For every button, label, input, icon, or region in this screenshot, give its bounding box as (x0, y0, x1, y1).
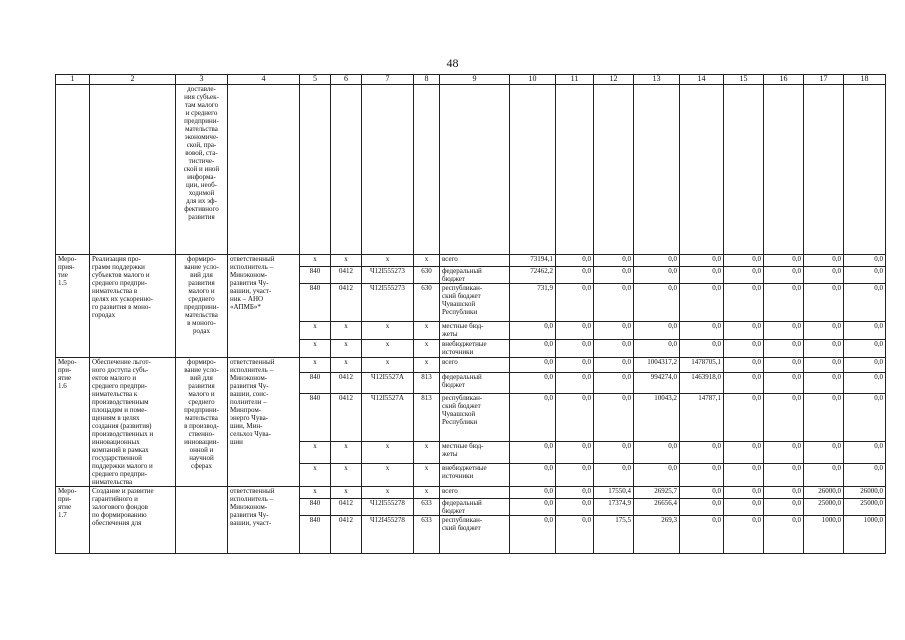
amount-cell: 0,0 (764, 358, 804, 373)
section-code-cell: 0412 (331, 284, 362, 322)
amount-cell: 0,0 (844, 284, 886, 322)
funding-source-cell: всего (440, 358, 510, 373)
column-number: 15 (724, 75, 764, 85)
amount-cell: 0,0 (804, 358, 844, 373)
amount-cell: 26925,7 (634, 487, 680, 499)
target-article-cell: x (362, 340, 414, 358)
amount-cell: 0,0 (764, 464, 804, 487)
amount-cell: 0,0 (804, 373, 844, 394)
section-code-cell: x (331, 255, 362, 267)
funding-source-cell: местные бюд- жеты (440, 441, 510, 464)
amount-cell: 0,0 (724, 340, 764, 358)
amount-cell: 1004317,2 (634, 358, 680, 373)
event-goal-cell: формиро- вание усло- вий для развития малого и среднего предприни- мательства в производ- ственно- инновации- онной и научной сферах (176, 358, 228, 487)
event-number-cell: Меро- при- ятие 1.6 (56, 358, 90, 487)
amount-cell: 26000,0 (844, 487, 886, 499)
column-number: 1 (56, 75, 90, 85)
amount-cell: 0,0 (804, 255, 844, 267)
page-number: 48 (446, 56, 459, 70)
section-code-cell: 0412 (331, 373, 362, 394)
column-number: 10 (510, 75, 556, 85)
event-executor-cell: ответственный исполнитель – Минэконом- развития Чу- вашии, участ- ник – АНО «АПМБ»* (228, 255, 300, 358)
expense-type-cell: x (414, 255, 440, 267)
table-row (56, 487, 886, 499)
target-article-cell: x (362, 255, 414, 267)
funding-source-cell: внебюджетные источники (440, 464, 510, 487)
amount-cell: 0,0 (510, 499, 556, 516)
amount-cell: 0,0 (556, 441, 594, 464)
empty-cell (300, 85, 331, 255)
empty-cell (440, 85, 510, 255)
grbs-code-cell: 840 (300, 394, 331, 442)
expense-type-cell: 633 (414, 516, 440, 554)
amount-cell: 0,0 (556, 487, 594, 499)
column-number: 8 (414, 75, 440, 85)
expense-type-cell: x (414, 487, 440, 499)
amount-cell: 0,0 (634, 441, 680, 464)
amount-cell: 0,0 (724, 487, 764, 499)
amount-cell: 175,5 (594, 516, 634, 554)
amount-cell: 0,0 (556, 394, 594, 442)
amount-cell: 0,0 (594, 373, 634, 394)
target-article-cell: Ч12I5527А (362, 394, 414, 442)
target-article-cell: x (362, 441, 414, 464)
funding-source-cell: местные бюд- жеты (440, 322, 510, 340)
amount-cell: 731,9 (510, 284, 556, 322)
budget-table (55, 74, 886, 554)
funding-source-cell: федеральный бюджет (440, 267, 510, 284)
amount-cell: 0,0 (556, 499, 594, 516)
column-number-row (56, 75, 886, 85)
target-article-cell: Ч12I555273 (362, 267, 414, 284)
event-executor-cell: ответственный исполнитель – Минэконом- развития Чу- вашии, соис- полнители – Минпром- энерго Чува- шии, Мин- сельхоз Чува- шии (228, 358, 300, 487)
amount-cell: 0,0 (804, 464, 844, 487)
empty-cell (228, 85, 300, 255)
target-article-cell: x (362, 464, 414, 487)
funding-source-cell: федеральный бюджет (440, 499, 510, 516)
amount-cell: 0,0 (844, 464, 886, 487)
column-number: 14 (680, 75, 724, 85)
amount-cell: 0,0 (510, 358, 556, 373)
amount-cell: 0,0 (556, 255, 594, 267)
amount-cell: 0,0 (680, 499, 724, 516)
amount-cell: 1000,0 (804, 516, 844, 554)
target-article-cell: Ч12I455278 (362, 516, 414, 554)
target-article-cell: Ч12I555273 (362, 284, 414, 322)
funding-source-cell: республикан- ский бюджет Чувашской Республики (440, 394, 510, 442)
table-row (56, 255, 886, 267)
amount-cell: 0,0 (804, 340, 844, 358)
amount-cell: 0,0 (764, 373, 804, 394)
amount-cell: 0,0 (804, 267, 844, 284)
funding-source-cell: всего (440, 487, 510, 499)
amount-cell: 0,0 (724, 441, 764, 464)
grbs-code-cell: 840 (300, 499, 331, 516)
grbs-code-cell: x (300, 322, 331, 340)
amount-cell: 0,0 (594, 322, 634, 340)
amount-cell: 0,0 (594, 340, 634, 358)
amount-cell: 0,0 (510, 394, 556, 442)
amount-cell: 0,0 (680, 464, 724, 487)
event-executor-cell: ответственный исполнитель – Минэконом- развития Чу- вашии, участ- (228, 487, 300, 554)
amount-cell: 0,0 (724, 284, 764, 322)
section-code-cell: 0412 (331, 516, 362, 554)
funding-source-cell: республикан- ский бюджет Чувашской Республики (440, 284, 510, 322)
amount-cell: 0,0 (844, 358, 886, 373)
amount-cell: 0,0 (594, 255, 634, 267)
target-article-cell: Ч12I5527А (362, 373, 414, 394)
column-number: 12 (594, 75, 634, 85)
column-number: 7 (362, 75, 414, 85)
column-number: 4 (228, 75, 300, 85)
grbs-code-cell: x (300, 464, 331, 487)
target-article-cell: x (362, 487, 414, 499)
amount-cell: 0,0 (804, 284, 844, 322)
event-name-cell: Реализация про- грамм поддержки субъектов малого и среднего предпри- нимательства в целях их ускоренно- го развития в моно- городах (90, 255, 176, 358)
event-goal-cell (176, 487, 228, 554)
section-code-cell: 0412 (331, 394, 362, 442)
expense-type-cell: x (414, 322, 440, 340)
amount-cell: 0,0 (510, 487, 556, 499)
empty-cell (90, 85, 176, 255)
amount-cell: 17374,9 (594, 499, 634, 516)
continuation-goal-cell: доставле- ния субъек- там малого и среднего предприни- мательства экономиче- ской, пра- вовой, ста- тистиче- ской и иной информа- ции, необ- ходимой для их эф- фективного развития (176, 85, 228, 255)
expense-type-cell: 630 (414, 284, 440, 322)
amount-cell: 0,0 (724, 267, 764, 284)
amount-cell: 0,0 (680, 340, 724, 358)
amount-cell: 0,0 (594, 464, 634, 487)
amount-cell: 0,0 (764, 394, 804, 442)
amount-cell: 0,0 (556, 373, 594, 394)
column-number: 11 (556, 75, 594, 85)
amount-cell: 0,0 (804, 322, 844, 340)
column-number: 17 (804, 75, 844, 85)
amount-cell: 0,0 (844, 441, 886, 464)
section-code-cell: x (331, 464, 362, 487)
event-name-cell: Создание и развитие гарантийного и залогового фондов по формированию обеспечения для (90, 487, 176, 554)
amount-cell: 0,0 (634, 340, 680, 358)
amount-cell: 0,0 (556, 516, 594, 554)
empty-cell (362, 85, 414, 255)
column-number: 16 (764, 75, 804, 85)
grbs-code-cell: x (300, 358, 331, 373)
target-article-cell: Ч12I555278 (362, 499, 414, 516)
amount-cell: 0,0 (844, 255, 886, 267)
event-name-cell: Обеспечение льгот- ного доступа субъ- ектов малого и среднего предпри- нимательства к производственным площадям и поме- щениям в целях создания (развития) производственных и инновационных компаний в рамках государственной поддержки малого и среднего предпри- нимательства (90, 358, 176, 487)
grbs-code-cell: x (300, 255, 331, 267)
empty-cell (594, 85, 634, 255)
amount-cell: 0,0 (510, 464, 556, 487)
target-article-cell: x (362, 322, 414, 340)
amount-cell: 0,0 (556, 267, 594, 284)
section-code-cell: x (331, 441, 362, 464)
amount-cell: 72462,2 (510, 267, 556, 284)
funding-source-cell: федеральный бюджет (440, 373, 510, 394)
column-number: 6 (331, 75, 362, 85)
funding-source-cell: всего (440, 255, 510, 267)
section-code-cell: x (331, 487, 362, 499)
empty-cell (556, 85, 594, 255)
amount-cell: 0,0 (724, 499, 764, 516)
column-number: 3 (176, 75, 228, 85)
empty-cell (510, 85, 556, 255)
amount-cell: 0,0 (680, 284, 724, 322)
amount-cell: 0,0 (804, 441, 844, 464)
expense-type-cell: 633 (414, 499, 440, 516)
section-code-cell: x (331, 322, 362, 340)
amount-cell: 0,0 (556, 358, 594, 373)
amount-cell: 0,0 (634, 464, 680, 487)
amount-cell: 0,0 (556, 464, 594, 487)
amount-cell: 0,0 (724, 255, 764, 267)
amount-cell: 269,3 (634, 516, 680, 554)
expense-type-cell: x (414, 340, 440, 358)
column-number: 2 (90, 75, 176, 85)
amount-cell: 0,0 (764, 487, 804, 499)
grbs-code-cell: 840 (300, 267, 331, 284)
amount-cell: 14787,1 (680, 394, 724, 442)
amount-cell: 0,0 (724, 464, 764, 487)
amount-cell: 0,0 (764, 267, 804, 284)
amount-cell: 0,0 (510, 516, 556, 554)
amount-cell: 0,0 (724, 322, 764, 340)
amount-cell: 0,0 (764, 284, 804, 322)
amount-cell: 0,0 (510, 373, 556, 394)
empty-cell (844, 85, 886, 255)
column-number: 18 (844, 75, 886, 85)
grbs-code-cell: x (300, 487, 331, 499)
amount-cell: 1478705,1 (680, 358, 724, 373)
grbs-code-cell: 840 (300, 373, 331, 394)
grbs-code-cell: 840 (300, 284, 331, 322)
amount-cell: 10043,2 (634, 394, 680, 442)
column-number: 13 (634, 75, 680, 85)
amount-cell: 0,0 (764, 340, 804, 358)
grbs-code-cell: x (300, 441, 331, 464)
empty-cell (56, 85, 90, 255)
empty-cell (414, 85, 440, 255)
amount-cell: 0,0 (844, 340, 886, 358)
amount-cell: 0,0 (680, 255, 724, 267)
empty-cell (724, 85, 764, 255)
funding-source-cell: внебюджетные источники (440, 340, 510, 358)
amount-cell: 0,0 (844, 267, 886, 284)
amount-cell: 0,0 (724, 358, 764, 373)
empty-cell (764, 85, 804, 255)
amount-cell: 0,0 (594, 441, 634, 464)
section-code-cell: x (331, 358, 362, 373)
grbs-code-cell: x (300, 340, 331, 358)
amount-cell: 25000,0 (804, 499, 844, 516)
amount-cell: 0,0 (764, 499, 804, 516)
amount-cell: 26656,4 (634, 499, 680, 516)
expense-type-cell: x (414, 358, 440, 373)
amount-cell: 0,0 (634, 255, 680, 267)
amount-cell: 0,0 (724, 373, 764, 394)
empty-cell (634, 85, 680, 255)
amount-cell: 0,0 (510, 340, 556, 358)
amount-cell: 0,0 (634, 322, 680, 340)
expense-type-cell: 630 (414, 267, 440, 284)
amount-cell: 0,0 (680, 322, 724, 340)
column-number: 5 (300, 75, 331, 85)
amount-cell: 0,0 (556, 322, 594, 340)
amount-cell: 0,0 (594, 394, 634, 442)
grbs-code-cell: 840 (300, 516, 331, 554)
amount-cell: 17550,4 (594, 487, 634, 499)
amount-cell: 0,0 (680, 487, 724, 499)
amount-cell: 0,0 (764, 516, 804, 554)
amount-cell: 0,0 (634, 284, 680, 322)
section-code-cell: 0412 (331, 499, 362, 516)
amount-cell: 0,0 (510, 322, 556, 340)
expense-type-cell: 813 (414, 394, 440, 442)
amount-cell: 0,0 (634, 267, 680, 284)
amount-cell: 1463918,0 (680, 373, 724, 394)
section-code-cell: 0412 (331, 267, 362, 284)
amount-cell: 73194,1 (510, 255, 556, 267)
amount-cell: 0,0 (724, 394, 764, 442)
empty-cell (680, 85, 724, 255)
amount-cell: 0,0 (510, 441, 556, 464)
event-number-cell: Меро- прия- тие 1.5 (56, 255, 90, 358)
amount-cell: 0,0 (844, 373, 886, 394)
event-number-cell: Меро- при- ятие 1.7 (56, 487, 90, 554)
expense-type-cell: x (414, 464, 440, 487)
amount-cell: 0,0 (594, 358, 634, 373)
expense-type-cell: x (414, 441, 440, 464)
amount-cell: 0,0 (724, 516, 764, 554)
column-number: 9 (440, 75, 510, 85)
continuation-row (56, 85, 886, 255)
amount-cell: 0,0 (844, 322, 886, 340)
amount-cell: 25000,0 (844, 499, 886, 516)
amount-cell: 0,0 (680, 267, 724, 284)
table-row (56, 358, 886, 373)
target-article-cell: x (362, 358, 414, 373)
event-goal-cell: формиро- вание усло- вий для развития малого и среднего предприни- мательства в моного- родах (176, 255, 228, 358)
amount-cell: 0,0 (804, 394, 844, 442)
amount-cell: 0,0 (844, 394, 886, 442)
amount-cell: 994274,0 (634, 373, 680, 394)
amount-cell: 0,0 (556, 340, 594, 358)
amount-cell: 26000,0 (804, 487, 844, 499)
funding-source-cell: республикан- ский бюджет (440, 516, 510, 554)
expense-type-cell: 813 (414, 373, 440, 394)
empty-cell (804, 85, 844, 255)
amount-cell: 0,0 (594, 267, 634, 284)
empty-cell (331, 85, 362, 255)
amount-cell: 0,0 (764, 322, 804, 340)
amount-cell: 0,0 (594, 284, 634, 322)
amount-cell: 0,0 (556, 284, 594, 322)
section-code-cell: x (331, 340, 362, 358)
amount-cell: 1000,0 (844, 516, 886, 554)
amount-cell: 0,0 (764, 441, 804, 464)
amount-cell: 0,0 (680, 441, 724, 464)
amount-cell: 0,0 (680, 516, 724, 554)
amount-cell: 0,0 (764, 255, 804, 267)
